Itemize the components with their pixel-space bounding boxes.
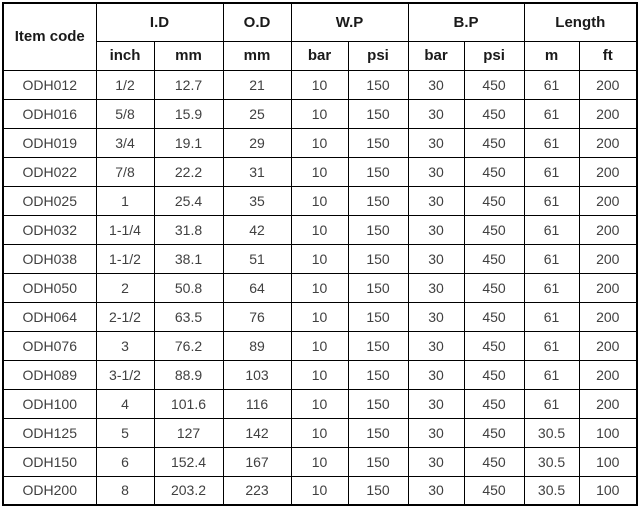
value-cell: 30 xyxy=(408,70,464,99)
value-cell: 15.9 xyxy=(154,99,223,128)
group-header-row xyxy=(3,3,637,41)
value-cell: 200 xyxy=(579,360,637,389)
value-cell: 30 xyxy=(408,273,464,302)
column-group-wp: W.P xyxy=(291,3,408,41)
value-cell: 64 xyxy=(223,273,291,302)
value-cell: 88.9 xyxy=(154,360,223,389)
value-cell: 167 xyxy=(223,447,291,476)
value-cell: 150 xyxy=(348,302,408,331)
table-row xyxy=(3,128,637,157)
value-cell: 10 xyxy=(291,273,348,302)
value-cell: 30 xyxy=(408,331,464,360)
value-cell: 6 xyxy=(96,447,154,476)
value-cell: 50.8 xyxy=(154,273,223,302)
value-cell: 101.6 xyxy=(154,389,223,418)
value-cell: 150 xyxy=(348,360,408,389)
column-group-length: Length xyxy=(524,3,637,41)
value-cell: 450 xyxy=(464,447,524,476)
value-cell: 61 xyxy=(524,99,579,128)
value-cell: 223 xyxy=(223,476,291,505)
table-row xyxy=(3,302,637,331)
value-cell: 61 xyxy=(524,128,579,157)
value-cell: 150 xyxy=(348,99,408,128)
table-body xyxy=(3,70,637,505)
value-cell: 31.8 xyxy=(154,215,223,244)
table-row xyxy=(3,389,637,418)
value-cell: 38.1 xyxy=(154,244,223,273)
value-cell: 30 xyxy=(408,99,464,128)
value-cell: 10 xyxy=(291,244,348,273)
value-cell: 30 xyxy=(408,244,464,273)
value-cell: 61 xyxy=(524,389,579,418)
item-code-cell: ODH012 xyxy=(3,70,96,99)
value-cell: 100 xyxy=(579,476,637,505)
item-code-cell: ODH125 xyxy=(3,418,96,447)
value-cell: 1-1/4 xyxy=(96,215,154,244)
column-header-bp-psi: psi xyxy=(464,41,524,70)
value-cell: 22.2 xyxy=(154,157,223,186)
value-cell: 200 xyxy=(579,186,637,215)
table-row xyxy=(3,186,637,215)
value-cell: 61 xyxy=(524,157,579,186)
value-cell: 10 xyxy=(291,302,348,331)
table-row xyxy=(3,447,637,476)
value-cell: 51 xyxy=(223,244,291,273)
value-cell: 30 xyxy=(408,360,464,389)
value-cell: 203.2 xyxy=(154,476,223,505)
column-header-id-inch: inch xyxy=(96,41,154,70)
column-header-item-code: Item code xyxy=(3,3,96,70)
value-cell: 200 xyxy=(579,302,637,331)
value-cell: 116 xyxy=(223,389,291,418)
item-code-cell: ODH100 xyxy=(3,389,96,418)
value-cell: 100 xyxy=(579,418,637,447)
value-cell: 61 xyxy=(524,360,579,389)
value-cell: 35 xyxy=(223,186,291,215)
value-cell: 5/8 xyxy=(96,99,154,128)
value-cell: 30 xyxy=(408,128,464,157)
column-header-od-mm: mm xyxy=(223,41,291,70)
column-header-wp-bar: bar xyxy=(291,41,348,70)
value-cell: 450 xyxy=(464,389,524,418)
column-header-id-mm: mm xyxy=(154,41,223,70)
value-cell: 152.4 xyxy=(154,447,223,476)
item-code-cell: ODH064 xyxy=(3,302,96,331)
value-cell: 61 xyxy=(524,302,579,331)
value-cell: 10 xyxy=(291,157,348,186)
table-row xyxy=(3,273,637,302)
value-cell: 200 xyxy=(579,157,637,186)
table-row xyxy=(3,360,637,389)
value-cell: 61 xyxy=(524,244,579,273)
value-cell: 10 xyxy=(291,186,348,215)
value-cell: 30 xyxy=(408,186,464,215)
value-cell: 150 xyxy=(348,389,408,418)
column-header-bp-bar: bar xyxy=(408,41,464,70)
value-cell: 150 xyxy=(348,331,408,360)
item-code-cell: ODH019 xyxy=(3,128,96,157)
column-header-length-m: m xyxy=(524,41,579,70)
value-cell: 450 xyxy=(464,157,524,186)
value-cell: 200 xyxy=(579,70,637,99)
item-code-cell: ODH025 xyxy=(3,186,96,215)
value-cell: 61 xyxy=(524,273,579,302)
value-cell: 100 xyxy=(579,447,637,476)
table-row xyxy=(3,476,637,505)
value-cell: 150 xyxy=(348,70,408,99)
value-cell: 450 xyxy=(464,360,524,389)
table-row xyxy=(3,244,637,273)
value-cell: 450 xyxy=(464,331,524,360)
item-code-cell: ODH089 xyxy=(3,360,96,389)
value-cell: 150 xyxy=(348,476,408,505)
value-cell: 1-1/2 xyxy=(96,244,154,273)
value-cell: 200 xyxy=(579,215,637,244)
value-cell: 12.7 xyxy=(154,70,223,99)
value-cell: 30 xyxy=(408,418,464,447)
value-cell: 42 xyxy=(223,215,291,244)
value-cell: 89 xyxy=(223,331,291,360)
table-row xyxy=(3,99,637,128)
value-cell: 450 xyxy=(464,99,524,128)
value-cell: 150 xyxy=(348,128,408,157)
value-cell: 150 xyxy=(348,273,408,302)
value-cell: 61 xyxy=(524,70,579,99)
value-cell: 10 xyxy=(291,389,348,418)
value-cell: 450 xyxy=(464,70,524,99)
column-header-length-ft: ft xyxy=(579,41,637,70)
value-cell: 25 xyxy=(223,99,291,128)
value-cell: 3/4 xyxy=(96,128,154,157)
value-cell: 10 xyxy=(291,128,348,157)
value-cell: 61 xyxy=(524,186,579,215)
item-code-cell: ODH150 xyxy=(3,447,96,476)
column-group-id: I.D xyxy=(96,3,223,41)
value-cell: 10 xyxy=(291,99,348,128)
value-cell: 450 xyxy=(464,418,524,447)
value-cell: 1 xyxy=(96,186,154,215)
value-cell: 200 xyxy=(579,244,637,273)
value-cell: 200 xyxy=(579,331,637,360)
table-row xyxy=(3,418,637,447)
value-cell: 30 xyxy=(408,302,464,331)
value-cell: 150 xyxy=(348,215,408,244)
value-cell: 10 xyxy=(291,70,348,99)
value-cell: 10 xyxy=(291,215,348,244)
value-cell: 450 xyxy=(464,128,524,157)
value-cell: 10 xyxy=(291,476,348,505)
column-group-bp: B.P xyxy=(408,3,524,41)
value-cell: 31 xyxy=(223,157,291,186)
item-code-cell: ODH022 xyxy=(3,157,96,186)
value-cell: 150 xyxy=(348,244,408,273)
item-code-cell: ODH032 xyxy=(3,215,96,244)
table-header xyxy=(3,3,637,70)
value-cell: 150 xyxy=(348,186,408,215)
table-row xyxy=(3,331,637,360)
item-code-cell: ODH076 xyxy=(3,331,96,360)
value-cell: 2-1/2 xyxy=(96,302,154,331)
value-cell: 10 xyxy=(291,360,348,389)
value-cell: 30.5 xyxy=(524,418,579,447)
value-cell: 7/8 xyxy=(96,157,154,186)
hose-spec-table xyxy=(2,2,638,506)
value-cell: 30 xyxy=(408,157,464,186)
value-cell: 10 xyxy=(291,331,348,360)
table-row xyxy=(3,70,637,99)
value-cell: 30.5 xyxy=(524,476,579,505)
value-cell: 76.2 xyxy=(154,331,223,360)
item-code-cell: ODH016 xyxy=(3,99,96,128)
value-cell: 200 xyxy=(579,389,637,418)
table-row xyxy=(3,215,637,244)
value-cell: 150 xyxy=(348,447,408,476)
value-cell: 3-1/2 xyxy=(96,360,154,389)
value-cell: 4 xyxy=(96,389,154,418)
value-cell: 61 xyxy=(524,215,579,244)
value-cell: 150 xyxy=(348,418,408,447)
value-cell: 450 xyxy=(464,476,524,505)
item-code-cell: ODH200 xyxy=(3,476,96,505)
value-cell: 450 xyxy=(464,215,524,244)
value-cell: 450 xyxy=(464,273,524,302)
value-cell: 2 xyxy=(96,273,154,302)
value-cell: 30 xyxy=(408,447,464,476)
value-cell: 450 xyxy=(464,302,524,331)
value-cell: 30 xyxy=(408,215,464,244)
value-cell: 1/2 xyxy=(96,70,154,99)
item-code-cell: ODH050 xyxy=(3,273,96,302)
value-cell: 25.4 xyxy=(154,186,223,215)
value-cell: 450 xyxy=(464,244,524,273)
value-cell: 150 xyxy=(348,157,408,186)
column-group-od: O.D xyxy=(223,3,291,41)
value-cell: 10 xyxy=(291,447,348,476)
value-cell: 3 xyxy=(96,331,154,360)
value-cell: 29 xyxy=(223,128,291,157)
value-cell: 8 xyxy=(96,476,154,505)
item-code-cell: ODH038 xyxy=(3,244,96,273)
value-cell: 63.5 xyxy=(154,302,223,331)
value-cell: 103 xyxy=(223,360,291,389)
sub-header-row xyxy=(3,41,637,70)
value-cell: 76 xyxy=(223,302,291,331)
value-cell: 200 xyxy=(579,273,637,302)
value-cell: 142 xyxy=(223,418,291,447)
column-header-wp-psi: psi xyxy=(348,41,408,70)
value-cell: 30 xyxy=(408,476,464,505)
value-cell: 127 xyxy=(154,418,223,447)
value-cell: 21 xyxy=(223,70,291,99)
value-cell: 450 xyxy=(464,186,524,215)
value-cell: 30.5 xyxy=(524,447,579,476)
value-cell: 19.1 xyxy=(154,128,223,157)
value-cell: 200 xyxy=(579,99,637,128)
value-cell: 30 xyxy=(408,389,464,418)
value-cell: 61 xyxy=(524,331,579,360)
value-cell: 10 xyxy=(291,418,348,447)
table-row xyxy=(3,157,637,186)
value-cell: 5 xyxy=(96,418,154,447)
value-cell: 200 xyxy=(579,128,637,157)
